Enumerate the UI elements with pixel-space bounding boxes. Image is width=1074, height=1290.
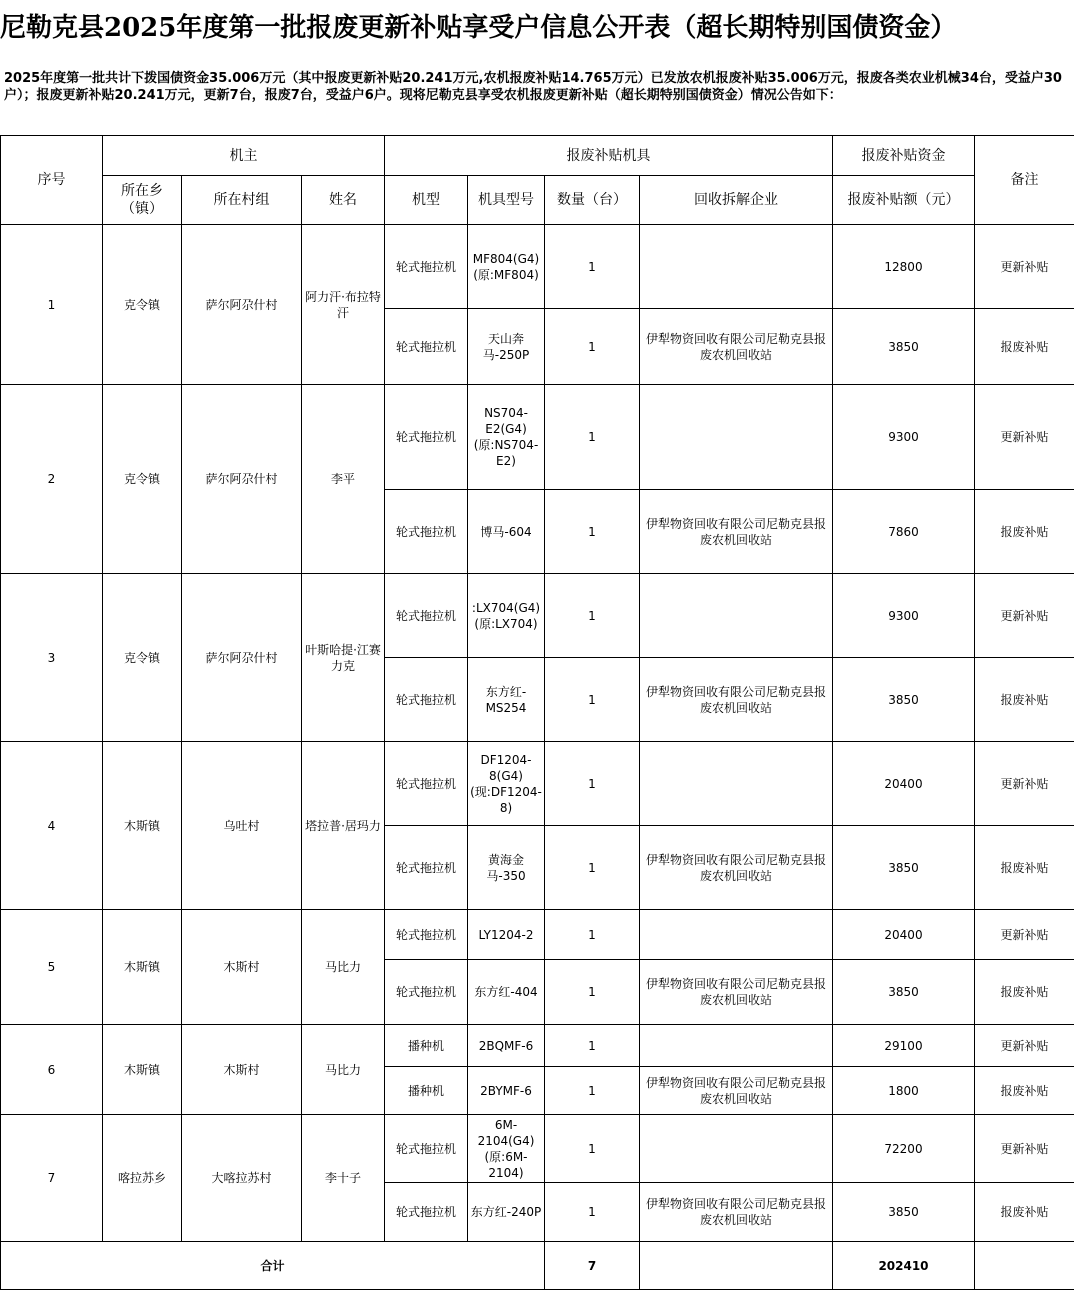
cell-quantity: 1 — [545, 225, 640, 309]
cell-machine-model: MF804(G4)(原:MF804) — [468, 225, 545, 309]
cell-machine-model: :LX704(G4)(原:LX704) — [468, 574, 545, 658]
cell-owner-name: 塔拉普·居玛力 — [302, 742, 385, 910]
cell-owner-name: 马比力 — [302, 1025, 385, 1115]
cell-machine-type: 轮式拖拉机 — [385, 225, 468, 309]
header-row-group — [1, 136, 1074, 176]
cell-machine-model: 2BQMF-6 — [468, 1025, 545, 1067]
cell-recycler: 伊犁物资回收有限公司尼勒克县报废农机回收站 — [640, 1183, 833, 1242]
table-row — [1, 910, 1074, 960]
cell-recycler: 伊犁物资回收有限公司尼勒克县报废农机回收站 — [640, 960, 833, 1025]
cell-remark: 更新补贴 — [975, 1115, 1074, 1183]
cell-remark: 报废补贴 — [975, 658, 1074, 742]
cell-recycler — [640, 1115, 833, 1183]
header-model: 机具型号 — [468, 176, 545, 225]
cell-amount: 3850 — [833, 826, 975, 910]
cell-quantity: 1 — [545, 574, 640, 658]
cell-amount: 3850 — [833, 309, 975, 385]
cell-owner-name: 阿力汗·布拉特汗 — [302, 225, 385, 385]
cell-quantity: 1 — [545, 309, 640, 385]
total-empty-cell — [640, 1242, 833, 1290]
header-fund: 报废补贴资金 — [833, 136, 975, 176]
cell-recycler — [640, 910, 833, 960]
cell-amount: 7860 — [833, 490, 975, 574]
table-row — [1, 385, 1074, 490]
cell-amount: 3850 — [833, 658, 975, 742]
cell-quantity: 1 — [545, 1025, 640, 1067]
header-qty: 数量（台） — [545, 176, 640, 225]
header-serial: 序号 — [1, 136, 103, 225]
header-row-columns — [1, 176, 1074, 225]
cell-machine-model: 6M-2104(G4)(原:6M-2104) — [468, 1115, 545, 1183]
cell-machine-type: 播种机 — [385, 1067, 468, 1115]
cell-machine-type: 播种机 — [385, 1025, 468, 1067]
header-amount: 报废补贴额（元） — [833, 176, 975, 225]
cell-remark: 更新补贴 — [975, 1025, 1074, 1067]
cell-village: 木斯村 — [182, 910, 302, 1025]
cell-recycler — [640, 742, 833, 826]
cell-machine-model: 东方红-240P — [468, 1183, 545, 1242]
header-township: 所在乡（镇） — [103, 176, 182, 225]
cell-remark: 报废补贴 — [975, 1183, 1074, 1242]
cell-township: 木斯镇 — [103, 1025, 182, 1115]
cell-quantity: 1 — [545, 960, 640, 1025]
cell-owner-name: 李十子 — [302, 1115, 385, 1242]
cell-village: 萨尔阿尕什村 — [182, 574, 302, 742]
cell-serial: 4 — [1, 742, 103, 910]
cell-remark: 报废补贴 — [975, 490, 1074, 574]
cell-remark: 更新补贴 — [975, 742, 1074, 826]
table-row — [1, 1115, 1074, 1183]
cell-owner-name: 李平 — [302, 385, 385, 574]
cell-remark: 报废补贴 — [975, 1067, 1074, 1115]
total-empty-cell — [975, 1242, 1074, 1290]
cell-township: 喀拉苏乡 — [103, 1115, 182, 1242]
cell-machine-type: 轮式拖拉机 — [385, 742, 468, 826]
cell-machine-model: 2BYMF-6 — [468, 1067, 545, 1115]
header-type: 机型 — [385, 176, 468, 225]
cell-machine-type: 轮式拖拉机 — [385, 826, 468, 910]
cell-machine-model: 黄海金马-350 — [468, 826, 545, 910]
cell-serial: 5 — [1, 910, 103, 1025]
cell-township: 木斯镇 — [103, 742, 182, 910]
table-row — [1, 742, 1074, 826]
cell-quantity: 1 — [545, 1115, 640, 1183]
cell-amount: 3850 — [833, 960, 975, 1025]
cell-owner-name: 叶斯哈提·江赛力克 — [302, 574, 385, 742]
cell-machine-type: 轮式拖拉机 — [385, 574, 468, 658]
cell-machine-model: NS704-E2(G4)(原:NS704-E2) — [468, 385, 545, 490]
cell-machine-type: 轮式拖拉机 — [385, 1183, 468, 1242]
cell-recycler: 伊犁物资回收有限公司尼勒克县报废农机回收站 — [640, 1067, 833, 1115]
cell-machine-model: 东方红-MS254 — [468, 658, 545, 742]
cell-serial: 1 — [1, 225, 103, 385]
cell-machine-model: 东方红-404 — [468, 960, 545, 1025]
cell-machine-type: 轮式拖拉机 — [385, 490, 468, 574]
cell-quantity: 1 — [545, 1067, 640, 1115]
cell-village: 大喀拉苏村 — [182, 1115, 302, 1242]
cell-machine-type: 轮式拖拉机 — [385, 385, 468, 490]
cell-amount: 72200 — [833, 1115, 975, 1183]
cell-serial: 2 — [1, 385, 103, 574]
cell-machine-model: LY1204-2 — [468, 910, 545, 960]
intro-paragraph: 2025年度第一批共计下拨国债资金35.006万元（其中报废更新补贴20.241万元,农机报废补贴14.765万元）已发放农机报废补贴35.006万元，报废各类农业机械34台，受益户30户）；报废更新补贴20.241万元，更新7台，报废7台，受益户6户。现将尼勒克县享受农机报废更新补贴（超长期特别国债资金）情况公告如下： — [4, 70, 1070, 104]
cell-remark: 报废补贴 — [975, 960, 1074, 1025]
cell-amount: 12800 — [833, 225, 975, 309]
cell-recycler: 伊犁物资回收有限公司尼勒克县报废农机回收站 — [640, 826, 833, 910]
cell-quantity: 1 — [545, 742, 640, 826]
table-row — [1, 225, 1074, 309]
cell-serial: 6 — [1, 1025, 103, 1115]
cell-serial: 3 — [1, 574, 103, 742]
page-title: 尼勒克县2025年度第一批报废更新补贴享受户信息公开表（超长期特别国债资金） — [0, 0, 1074, 56]
total-row — [1, 1242, 1074, 1290]
cell-township: 克令镇 — [103, 385, 182, 574]
cell-machine-type: 轮式拖拉机 — [385, 309, 468, 385]
cell-owner-name: 马比力 — [302, 910, 385, 1025]
header-machine: 报废补贴机具 — [385, 136, 833, 176]
cell-recycler: 伊犁物资回收有限公司尼勒克县报废农机回收站 — [640, 309, 833, 385]
cell-machine-type: 轮式拖拉机 — [385, 960, 468, 1025]
cell-township: 克令镇 — [103, 574, 182, 742]
cell-remark: 报废补贴 — [975, 309, 1074, 385]
cell-recycler: 伊犁物资回收有限公司尼勒克县报废农机回收站 — [640, 658, 833, 742]
cell-remark: 更新补贴 — [975, 225, 1074, 309]
total-label: 合计 — [1, 1242, 545, 1290]
cell-amount: 3850 — [833, 1183, 975, 1242]
cell-machine-type: 轮式拖拉机 — [385, 1115, 468, 1183]
cell-township: 木斯镇 — [103, 910, 182, 1025]
cell-amount: 20400 — [833, 910, 975, 960]
cell-recycler — [640, 385, 833, 490]
header-village: 所在村组 — [182, 176, 302, 225]
table-row — [1, 574, 1074, 658]
cell-machine-type: 轮式拖拉机 — [385, 910, 468, 960]
cell-amount: 9300 — [833, 385, 975, 490]
cell-machine-model: 天山奔马-250P — [468, 309, 545, 385]
total-amount: 202410 — [833, 1242, 975, 1290]
cell-recycler — [640, 574, 833, 658]
cell-quantity: 1 — [545, 658, 640, 742]
cell-remark: 更新补贴 — [975, 574, 1074, 658]
cell-amount: 20400 — [833, 742, 975, 826]
header-remark: 备注 — [975, 136, 1074, 225]
cell-remark: 更新补贴 — [975, 385, 1074, 490]
cell-quantity: 1 — [545, 490, 640, 574]
cell-serial: 7 — [1, 1115, 103, 1242]
cell-township: 克令镇 — [103, 225, 182, 385]
cell-machine-model: 博马-604 — [468, 490, 545, 574]
cell-machine-model: DF1204-8(G4)(现:DF1204-8) — [468, 742, 545, 826]
cell-village: 木斯村 — [182, 1025, 302, 1115]
cell-amount: 29100 — [833, 1025, 975, 1067]
header-recycler: 回收拆解企业 — [640, 176, 833, 225]
cell-amount: 1800 — [833, 1067, 975, 1115]
cell-quantity: 1 — [545, 385, 640, 490]
total-quantity: 7 — [545, 1242, 640, 1290]
cell-recycler — [640, 1025, 833, 1067]
cell-village: 乌吐村 — [182, 742, 302, 910]
header-name: 姓名 — [302, 176, 385, 225]
cell-quantity: 1 — [545, 1183, 640, 1242]
cell-village: 萨尔阿尕什村 — [182, 385, 302, 574]
cell-quantity: 1 — [545, 910, 640, 960]
cell-village: 萨尔阿尕什村 — [182, 225, 302, 385]
header-owner: 机主 — [103, 136, 385, 176]
cell-amount: 9300 — [833, 574, 975, 658]
subsidy-table — [0, 135, 1074, 1290]
cell-recycler: 伊犁物资回收有限公司尼勒克县报废农机回收站 — [640, 490, 833, 574]
table-row — [1, 1025, 1074, 1067]
cell-recycler — [640, 225, 833, 309]
cell-quantity: 1 — [545, 826, 640, 910]
cell-machine-type: 轮式拖拉机 — [385, 658, 468, 742]
cell-remark: 更新补贴 — [975, 910, 1074, 960]
cell-remark: 报废补贴 — [975, 826, 1074, 910]
